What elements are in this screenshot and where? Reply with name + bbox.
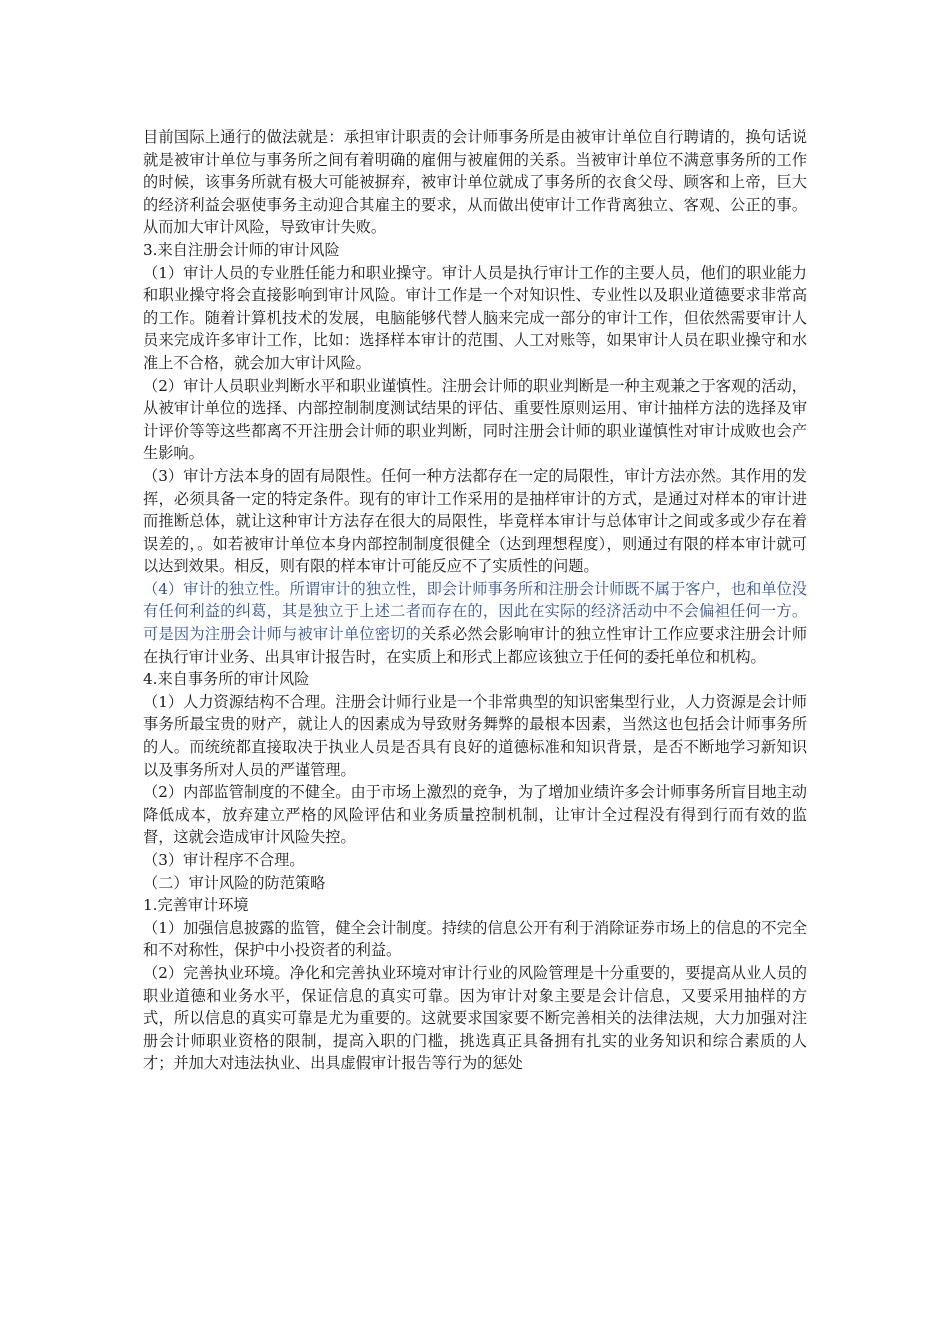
paragraph-independence-rest: 关系必然会影响审计的独立性审计工作应要求注册会计师在执行审计业务、出具审计报告时，在实质上和形式上都应该独立于任何的委托单位和机构。 (143, 625, 808, 666)
paragraph-judgment: （2）审计人员职业判断水平和职业谨慎性。注册会计师的职业判断是一种主观兼之于客观的活动，从被审计单位的选择、内部控制制度测试结果的评估、重要性原则运用、审计抽样方法的选择及审计评价等等这些都离不开注册会计师的职业判断，同时注册会计师的职业谨慎性对审计成败也会产生影响。 (143, 376, 807, 463)
paragraph-hr-structure: （1）人力资源结构不合理。注册会计师行业是一个非常典型的知识密集型行业，人力资源是会计师事务所最宝贵的财产，就让人的因素成为导致财务舞弊的最根本因素，当然这也包括会计师事务所的人。而统统都直接取决于执业人员是否具有良好的道德标准和知识背景，是否不断地学习新知识以及事务所对人员的严谨管理。 (143, 692, 807, 779)
heading-firm-risk: 4.来自事务所的审计风险 (143, 670, 310, 689)
paragraph-disclosure: （1）加强信息披露的监管，健全会计制度。持续的信息公开有利于消除证券市场上的信息的不完全和不对称性，保护中小投资者的利益。 (143, 918, 807, 960)
paragraph-independence (143, 578, 807, 668)
document-body (143, 126, 807, 1075)
paragraph-intro: 目前国际上通行的做法就是：承担审计职责的会计师事务所是由被审计单位自行聘请的，换句话说就是被审计单位与事务所之间有着明确的雇佣与被雇佣的关系。当被审计单位不满意事务所的工作的时候，该事务所就有极大可能被摒弃，被审计单位就成了事务所的衣食父母、顾客和上帝，巨大的经济利益会驱使事务主动迎合其雇主的要求，从而做出使审计工作背离独立、客观、公正的事。从而加大审计风险，导致审计失败。 (143, 128, 807, 237)
paragraph-practice-environment: （2）完善执业环境。净化和完善执业环境对审计行业的风险管理是十分重要的，要提高从业人员的职业道德和业务水平，保证信息的真实可靠。因为审计对象主要是会计信息，又要采用抽样的方式，所以信息的真实可靠是尤为重要的。这就要求国家要不断完善相关的法律法规，大力加强对注册会计师职业资格的限制，提高入职的门槛，挑选真正具备拥有扎实的业务知识和综合素质的人才；并加大对违法执业、出具虚假审计报告等行为的惩处 (143, 963, 807, 1073)
paragraph-method-limits: （3）审计方法本身的固有局限性。任何一种方法都存在一定的局限性，审计方法亦然。其作用的发挥，必须具备一定的特定条件。现有的审计工作采用的是抽样审计的方式，是通过对样本的审计进而推断总体，就让这种审计方法存在很大的局限性，毕竟样本审计与总体审计之间或多或少存在着误差的，。如若被审计单位本身内部控制制度很健全（达到理想程度），则通过有限的样本审计就可以达到效果。相反，则有限的样本审计可能反应不了实质性的问题。 (143, 466, 807, 576)
paragraph-competence: （1）审计人员的专业胜任能力和职业操守。审计人员是执行审计工作的主要人员，他们的职业能力和职业操守将会直接影响到审计风险。审计工作是一个对知识性、专业性以及职业道德要求非常高的工作。随着计算机技术的发展，电脑能够代替人脑来完成一部分的审计工作，但依然需要审计人员来完成许多审计工作，比如：选择样本审计的范围、人工对账等，如果审计人员在职业操守和水准上不合格，就会加大审计风险。 (143, 263, 807, 372)
paragraph-audit-procedure: （3）审计程序不合理。 (143, 851, 305, 869)
paragraph-internal-supervision: （2）内部监管制度的不健全。由于市场上激烈的竞争，为了增加业绩许多会计师事务所盲目地主动降低成本，放弃建立严格的风险评估和业务质量控制机制，让审计全过程没有得到行而有效的监督，这就会造成审计风险失控。 (143, 783, 807, 847)
heading-cpa-risk: 3.来自注册会计师的审计风险 (143, 240, 340, 259)
heading-prevention-strategy: （二）审计风险的防范策略 (143, 873, 326, 892)
paragraph-independence-highlight: （4）审计的独立性。所谓审计的独立性，即会计师事务所和注册会计师既不属于客户，也和单位没有任何利益的纠葛，其是独立于上述二者而存在的，因此在实际的经济活动中不会偏袒任何一方。可是因为注册会计师与被审计单位密切的 (143, 579, 807, 644)
heading-improve-environment: 1.完善审计环境 (143, 896, 249, 915)
